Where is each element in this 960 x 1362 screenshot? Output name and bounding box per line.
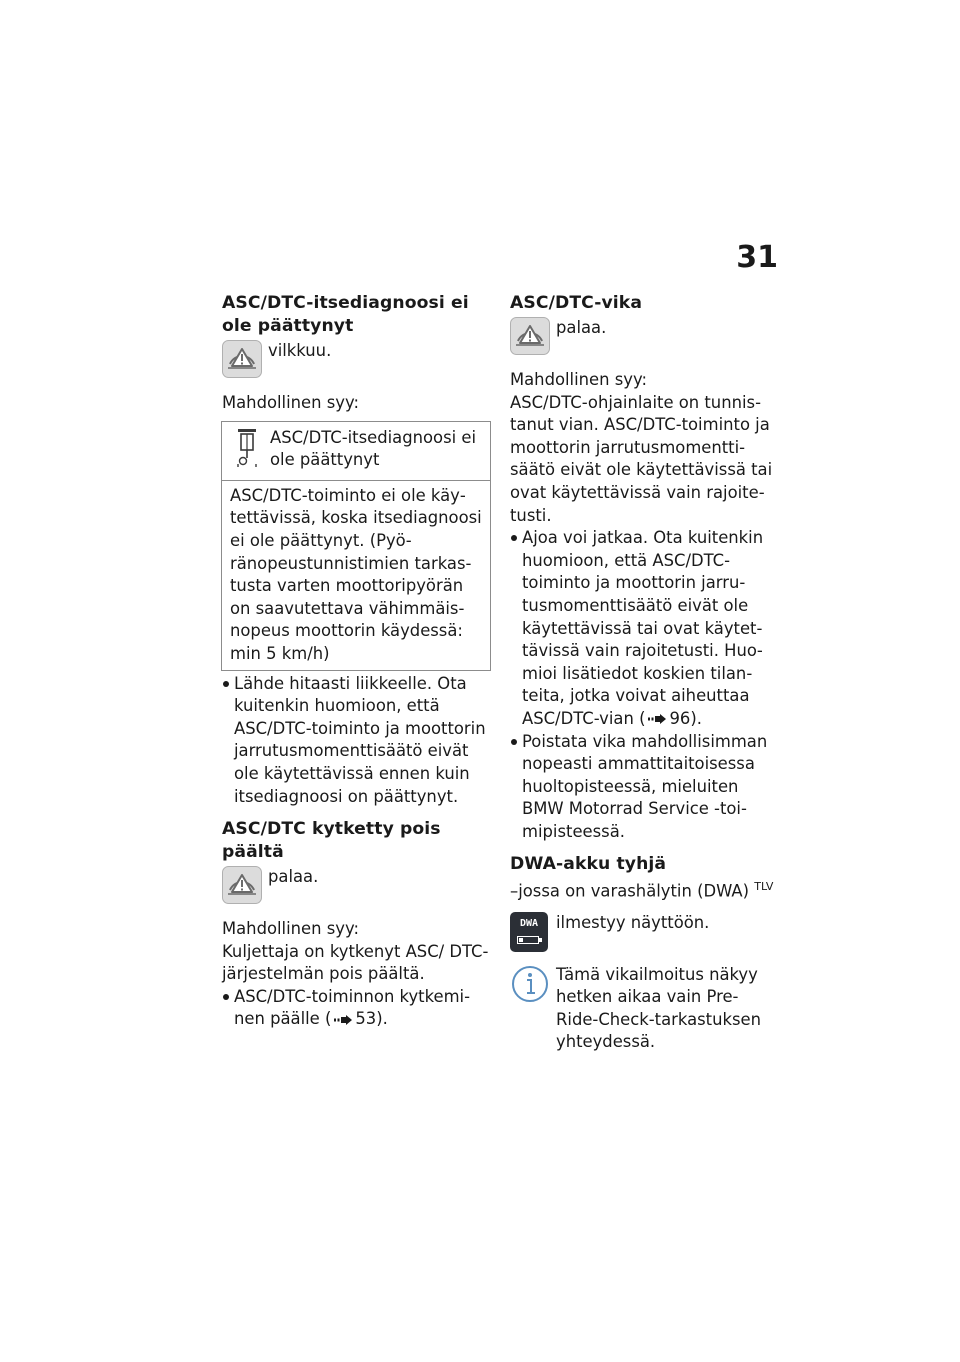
action-list [510,527,775,843]
warning-light-row [510,317,775,367]
left-column [222,292,494,1031]
status-box-title: ASC/DTC-itsediagnoosi ei ole päättynyt [270,427,477,470]
list-item-text: ASC/DTC-toiminnon kytkeminen päälle ( [234,986,471,1029]
warning-light-text: palaa. [556,318,607,337]
page-reference-arrow-icon [648,714,666,724]
status-box-text: ASC/DTC-toiminto ei ole käytettävissä, koska itsediagnoosi ei ole päättynyt. (Pyöränopeustunnistimien tarkastusta varten moottoripyörän on saavutettava vähimmäisnopeus moottorin käydessä: min 5 km/h) [230,485,482,663]
status-box-header [222,422,490,481]
possible-cause-text: ASC/DTC-ohjainlaite on tunnistanut vian. ASC/DTC-toiminto ja moottorin jarrutusmomenttisäätö eivät ole käytettävissä tai ovat käytettävissä vain rajoitetusti. [510,392,773,525]
page-reference-arrow-icon [334,1015,352,1025]
possible-cause-text: Kuljettaja on kytkenyt ASC/ DTC-järjestelmän pois päältä. [222,941,489,984]
warning-light-text: vilkkuu. [268,341,332,360]
list-item [222,986,494,1031]
page-reference[interactable]: 96). [669,708,702,728]
asc-warning-lamp-icon [510,317,550,355]
section-heading-fault: ASC/DTC-vika [510,293,643,313]
section-heading-switched-off: ASC/DTC kytketty pois päältä [222,819,441,863]
list-item [510,527,775,730]
info-note-text: Tämä vikailmoitus näkyy hetken aikaa vain Pre-Ride-Check-tarkastuksen yhteydessä. [556,964,761,1052]
status-box [221,421,491,671]
possible-cause-label: Mahdollinen syy: [222,919,360,939]
asc-warning-lamp-icon [222,340,262,378]
dwa-icon-label: DWA [519,917,539,929]
asc-warning-lamp-icon [222,866,262,904]
status-box-body [222,481,490,670]
action-list [222,986,494,1031]
section-heading-dwa-battery: DWA-akku tyhjä [510,854,667,875]
warning-light-text: palaa. [268,867,319,887]
condition-line [510,876,775,903]
list-item: Poistata vika mahdollisimman nopeasti ammattitaitoisessa huoltopisteessä, mieluiten BMW Motorrad Service -toimipisteessä. [510,731,775,844]
section-heading-selfdiag: ASC/DTC-itsediagnoosi ei ole päättynyt [222,293,469,336]
page-reference[interactable]: 53). [355,1009,388,1029]
warning-light-row [222,866,494,916]
dwa-indicator-row [510,912,775,962]
page-number: 31 [736,240,778,275]
diagnosis-wheel-icon [236,428,258,468]
possible-cause-label: Mahdollinen syy: [222,393,360,412]
info-note [510,964,775,1054]
dwa-indicator-text: ilmestyy näyttöön. [556,912,710,932]
warning-light-row [222,340,494,390]
dwa-battery-icon [510,912,548,952]
condition-text: –jossa on varashälytin (DWA) [510,881,750,901]
possible-cause-label: Mahdollinen syy: [510,370,648,389]
condition-superscript: TLV [754,880,774,894]
action-list [222,673,494,809]
list-item: Lähde hitaasti liikkeelle. Ota kuitenkin huomioon, että ASC/DTC-toiminto ja moottorin jarrutusmomenttisäätö eivät ole käytettävissä ennen kuin itsediagnoosi on päättynyt. [222,673,494,809]
list-item-text: Ajoa voi jatkaa. Ota kuitenkin huomioon, että ASC/DTC-toiminto ja moottorin jarrutusmomenttisäätö eivät ole käytettävissä tai ovat käytettävissä vain rajoitetusti. Huomioi lisätiedot koskien tilanteita, jotka voivat aiheuttaa ASC/DTC-vian ( [522,528,764,728]
right-column [510,292,775,1054]
info-icon [510,964,550,1004]
